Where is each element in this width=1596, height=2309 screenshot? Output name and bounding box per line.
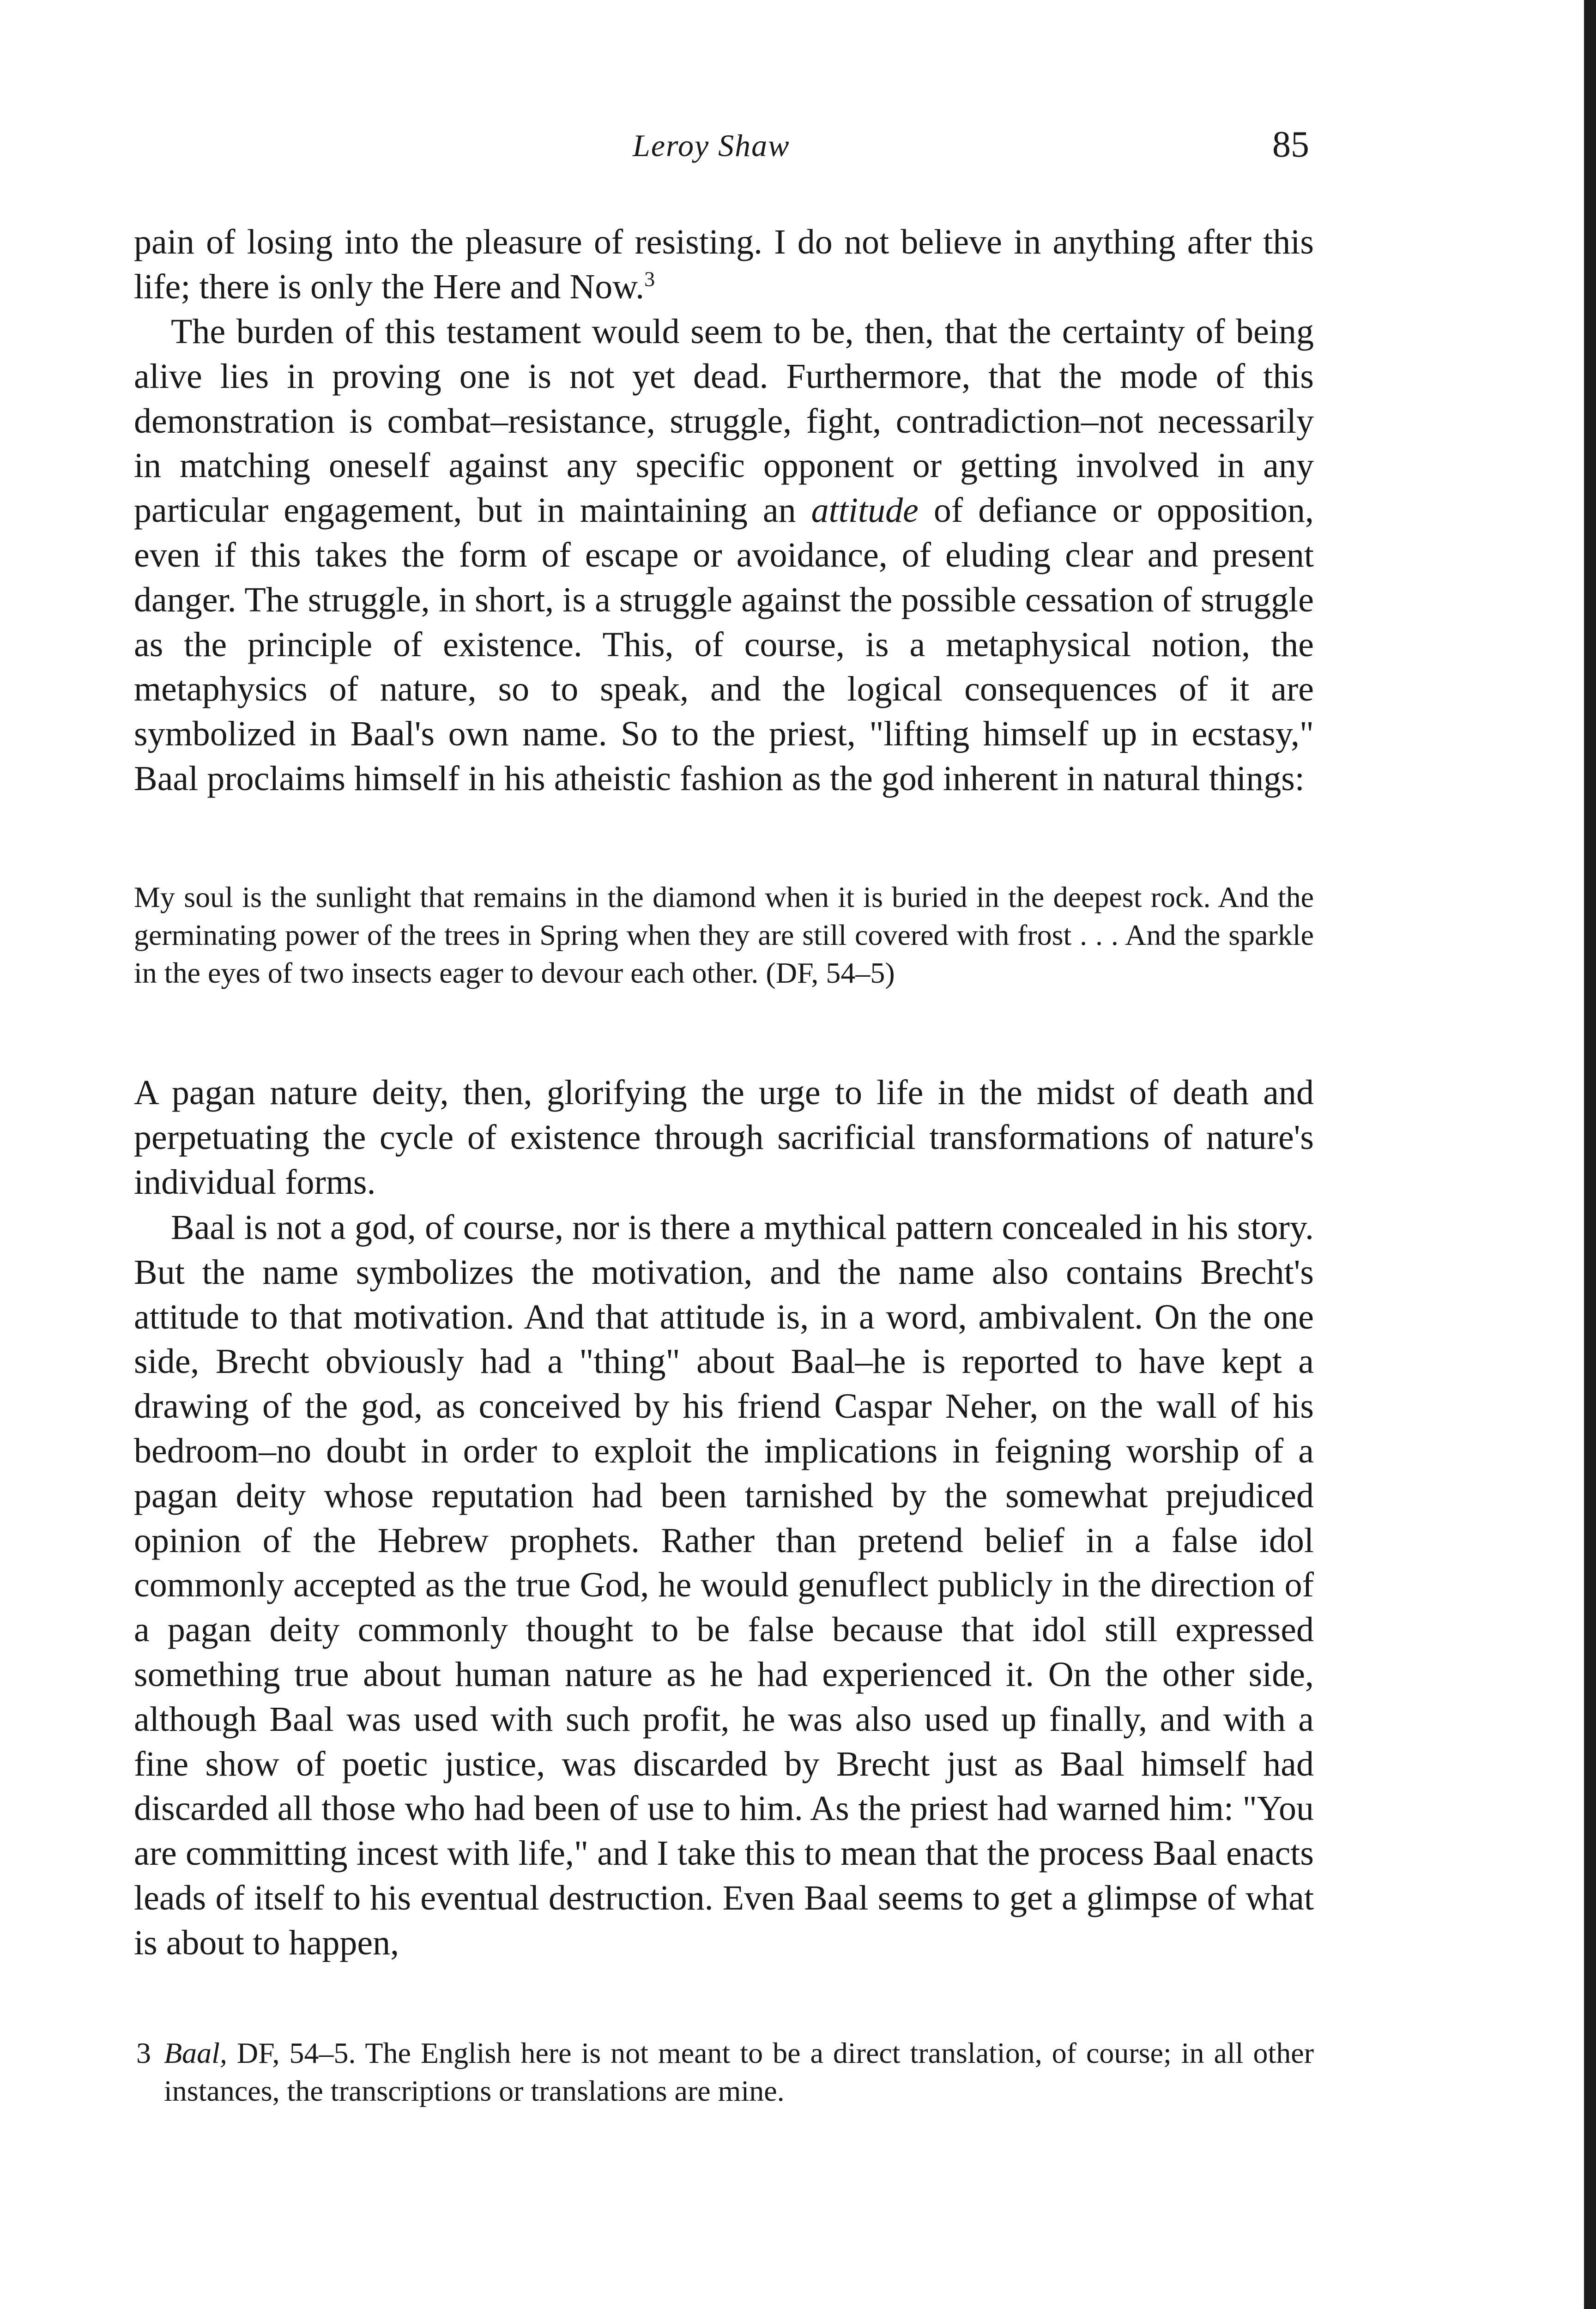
running-head: Leroy Shaw bbox=[633, 128, 790, 163]
page-edge bbox=[1584, 0, 1596, 2309]
emphasis-attitude: attitude bbox=[811, 491, 919, 530]
footnote-text: DF, 54–5. The English here is not meant to be a direct translation, of course; in all other instances, the transcriptions or translations are mine. bbox=[164, 2037, 1314, 2107]
paragraph-4: Baal is not a god, of course, nor is there a mythical pattern concealed in his story. But the name symbolizes the motivation, and the name also contains Brecht's attitude to that motivation. And that attitude is, in a word, ambivalent. On the one side, Brecht obviously had a "thing" about Baal–he is reported to have kept a drawing of the god, as conceived by his friend Caspar Neher, on the wall of his bedroom–no doubt in order to exploit the implications in feigning worship of a pagan deity whose reputation had been tarnished by the somewhat prejudiced opinion of the Hebrew prophets. Rather than pretend belief in a false idol commonly accepted as the true God, he would genuflect publicly in the direction of a pagan deity commonly thought to be false because that idol still expressed something true about human nature as he had experienced it. On the other side, although Baal was used with such profit, he was also used up finally, and with a fine show of poetic justice, was discarded by Brecht just as Baal himself had discarded all those who had been of use to him. As the priest had warned him: "You are committing incest with life," and I take this to mean that the process Baal enacts leads of itself to his eventual destruction. Even Baal seems to get a glimpse of what is about to happen, bbox=[134, 1208, 1314, 1962]
paragraph-2 bbox=[134, 309, 1314, 801]
footnote-lead: Baal, bbox=[164, 2037, 227, 2069]
block-quote: My soul is the sunlight that remains in the diamond when it is buried in the deepest rock. And the germinating power of the trees in Spring when they are still covered with frost . . . And the sparkle in the eyes of two insects eager to devour each other. (DF, 54–5) bbox=[134, 881, 1314, 989]
paragraph-2-text-b: of defiance or opposition, even if this takes the form of escape or avoidance, of eluding clear and present danger. The struggle, in short, is a struggle against the possible cessation of struggle as the principle of existence. This, of course, is a metaphysical notion, the metaphysics of nature, so to speak, and the logical consequences of it are symbolized in Baal's own name. So to the priest, "lifting himself up in ecstasy," Baal proclaims himself in his atheistic fashion as the god inherent in natural things: bbox=[134, 491, 1314, 798]
paragraph-1-text: pain of losing into the pleasure of resisting. I do not believe in anything after this life; there is only the Here and Now. bbox=[134, 223, 1314, 306]
footnote-number: 3 bbox=[136, 2037, 151, 2069]
paragraph-3: A pagan nature deity, then, glorifying the urge to life in the midst of death and perpetuating the cycle of existence through sacrificial transformations of nature's individual forms. bbox=[134, 1073, 1314, 1202]
paragraph-2-text-a: The burden of this testament would seem to be, then, that the certainty of being alive lies in proving one is not yet dead. Furthermore, that the mode of this demonstration is combat–resistance, struggle, fight, contradiction–not necessarily in matching oneself against any specific opponent or getting involved in any particular engagement, but in maintaining an bbox=[134, 312, 1314, 530]
footnote-reference[interactable]: 3 bbox=[644, 267, 655, 291]
footnote bbox=[136, 2034, 1314, 2110]
paragraph-1 bbox=[134, 220, 1314, 309]
page-number: 85 bbox=[1272, 124, 1309, 165]
